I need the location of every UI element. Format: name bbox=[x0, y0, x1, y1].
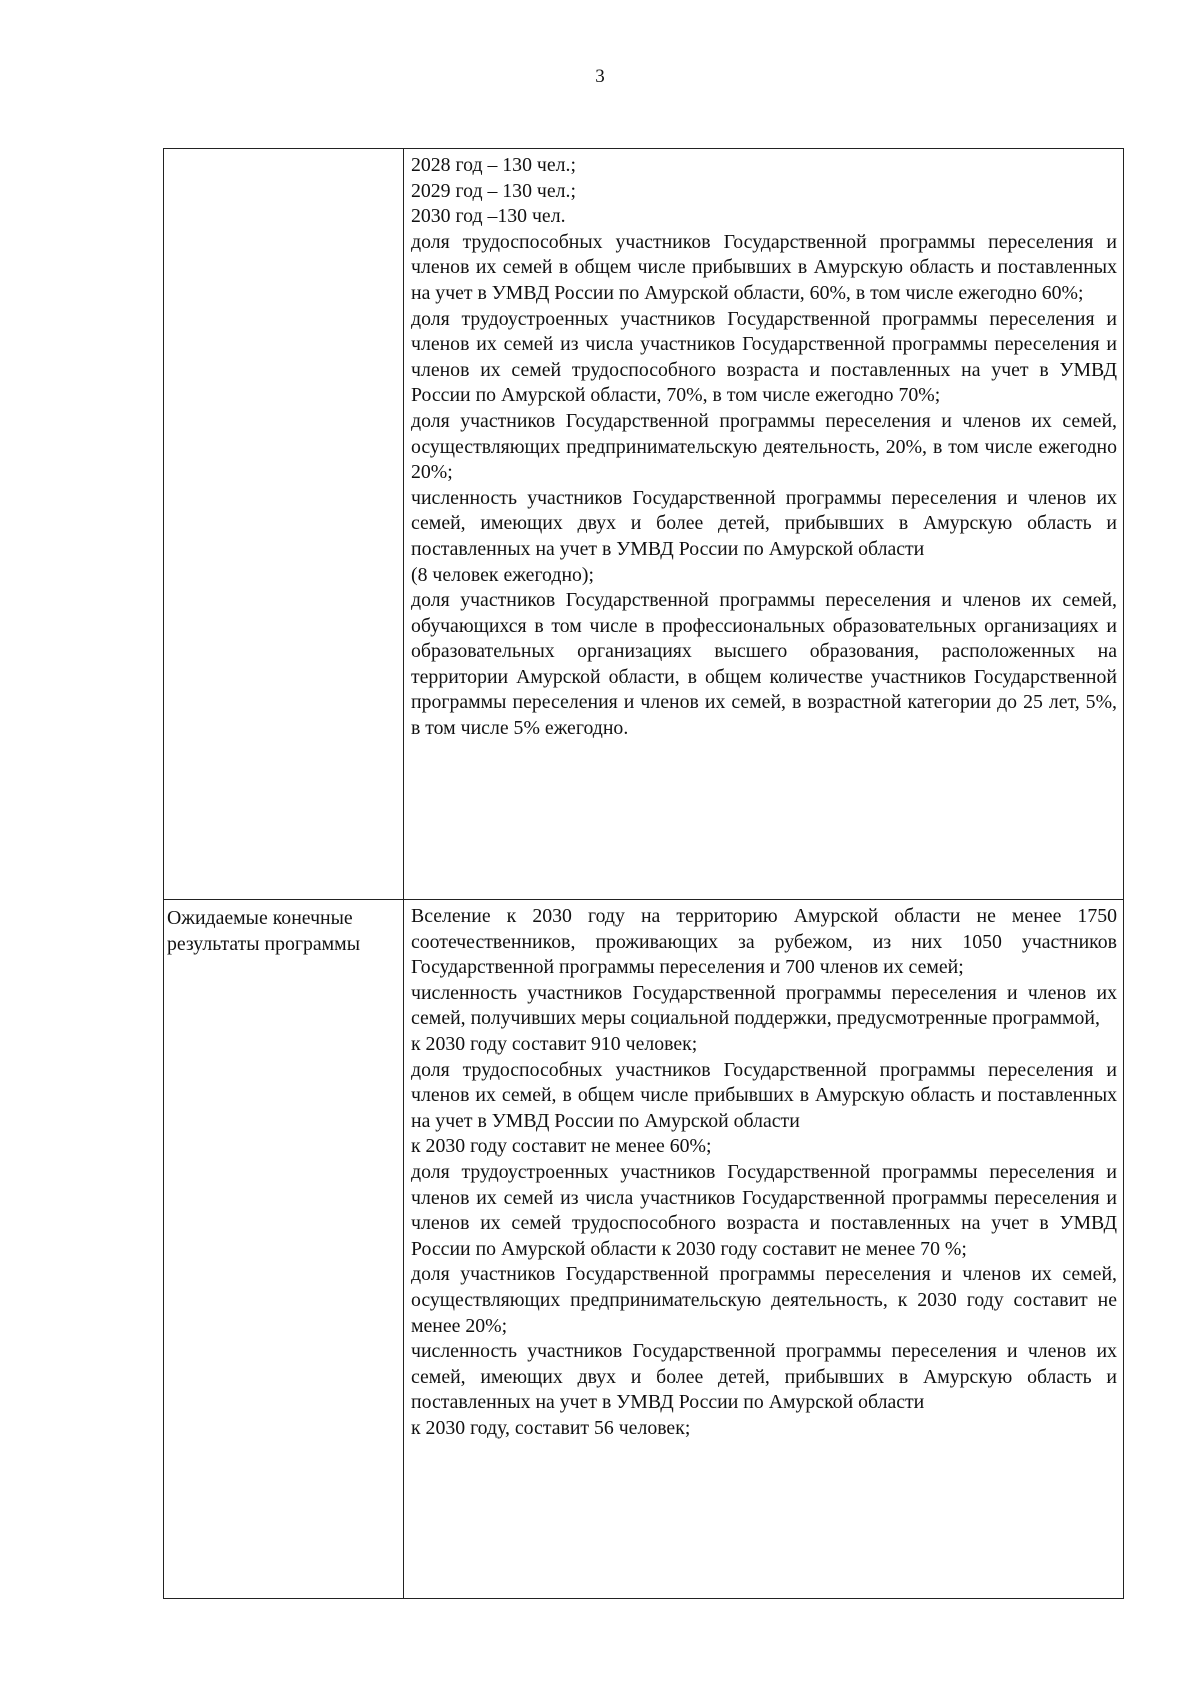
result-paragraph: доля участников Государственной программы переселения и членов их семей, осуществляющих предпринимательскую деятельность, к 2030 году составит не менее 20%; bbox=[411, 1263, 1117, 1337]
result-paragraph: Вселение к 2030 году на территорию Амурской области не менее 1750 соотечественников, проживающих за рубежом, из них 1050 участников Государственной программы переселения и 700 членов их семей; bbox=[411, 905, 1117, 979]
program-passport-table bbox=[163, 148, 1124, 1599]
result-paragraph: к 2030 году составит 910 человек; bbox=[411, 1032, 698, 1055]
indicator-paragraph: доля участников Государственной программы переселения и членов их семей, осуществляющих предпринимательскую деятельность, 20%, в том числе ежегодно 20%; bbox=[411, 409, 1117, 484]
indicator-paragraph: доля участников Государственной программы переселения и членов их семей, обучающихся в том числе в профессиональных образовательных организациях и образовательных организациях высшего образования, расположенных на территории Амурской области, в общем количестве участников Государственной программы переселения и членов их семей, в возрастной категории до 25 лет, 5%, в том числе 5% ежегодно. bbox=[411, 589, 1117, 740]
page-number: 3 bbox=[595, 66, 605, 87]
indicator-paragraph: 2030 год –130 чел. bbox=[411, 205, 566, 228]
table-row bbox=[164, 900, 1124, 1599]
result-paragraph: к 2030 году, составит 56 человек; bbox=[411, 1416, 691, 1439]
result-paragraph: численность участников Государственной программы переселения и членов их семей, имеющих двух и более детей, прибывших в Амурскую область и поставленных на учет в УМВД России по Амурской области bbox=[411, 1340, 1117, 1414]
result-paragraph: доля трудоустроенных участников Государственной программы переселения и членов их семей из числа участников Государственной программы переселения и членов их семей трудоспособного возраста и поставленных на учет в УМВД России по Амурской области к 2030 году составит не менее 70 %; bbox=[411, 1160, 1117, 1260]
row-content-cell bbox=[404, 900, 1124, 1599]
result-paragraph: доля трудоспособных участников Государственной программы переселения и членов их семей, в общем числе прибывших в Амурскую область и поставленных на учет в УМВД России по Амурской области bbox=[411, 1058, 1117, 1132]
result-paragraph: к 2030 году составит не менее 60%; bbox=[411, 1135, 712, 1158]
row-content-cell bbox=[404, 149, 1124, 900]
indicator-paragraph: (8 человек ежегодно); bbox=[411, 563, 595, 586]
indicator-paragraph: доля трудоспособных участников Государственной программы переселения и членов их семей в общем числе прибывших в Амурскую область и поставленных на учет в УМВД России по Амурской области, 60%, в том числе ежегодно 60%; bbox=[411, 230, 1117, 304]
indicator-paragraph: 2028 год – 130 чел.; bbox=[411, 154, 576, 176]
indicator-paragraph: доля трудоустроенных участников Государственной программы переселения и членов их семей из числа участников Государственной программы переселения и членов их семей трудоспособного возраста и поставленных на учет в УМВД России по Амурской области, 70%, в том числе ежегодно 70%; bbox=[411, 307, 1117, 407]
table-row bbox=[164, 149, 1124, 900]
row-label-cell bbox=[164, 900, 404, 1599]
row-label-expected-results: Ожидаемые конечные результаты программы bbox=[167, 907, 360, 955]
indicator-paragraph: 2029 год – 130 чел.; bbox=[411, 179, 576, 202]
indicator-paragraph: численность участников Государственной программы переселения и членов их семей, имеющих двух и более детей, прибывших в Амурскую область и поставленных на учет в УМВД России по Амурской области bbox=[411, 486, 1117, 560]
row-label-cell bbox=[164, 149, 404, 900]
result-paragraph: численность участников Государственной программы переселения и членов их семей, получивших меры социальной поддержки, предусмотренные программой, bbox=[411, 981, 1117, 1030]
